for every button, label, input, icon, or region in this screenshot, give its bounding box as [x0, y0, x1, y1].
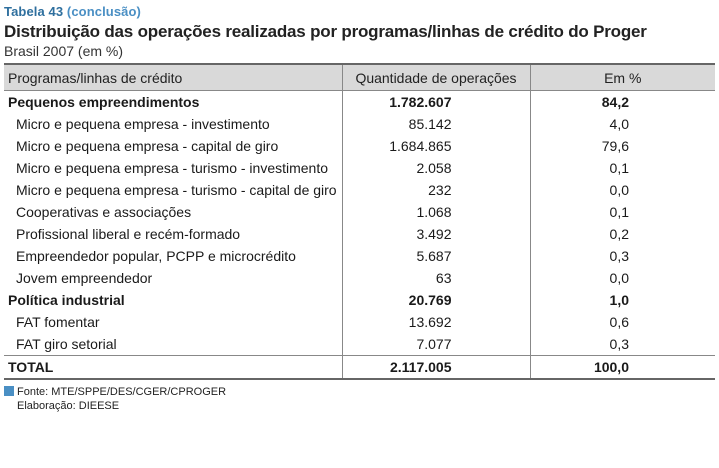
row-percent: 0,1: [609, 160, 629, 176]
row-label: Pequenos empreendimentos: [8, 94, 200, 110]
group-row: [4, 289, 715, 311]
source-note: [4, 385, 715, 399]
table-body: [4, 91, 715, 380]
row-quantity: 1.068: [342, 201, 530, 223]
row-label: Empreendedor popular, PCPP e microcrédito: [16, 248, 296, 264]
row-quantity: 1.684.865: [342, 135, 530, 157]
row-label: Micro e pequena empresa - capital de giro: [16, 138, 279, 154]
row-percent: 84,2: [601, 94, 629, 110]
column-header-program: Programas/linhas de crédito: [4, 64, 342, 91]
table-subtitle: Brasil 2007 (em %): [4, 43, 124, 59]
row-quantity: 2.117.005: [342, 356, 530, 380]
table-row: [4, 267, 715, 289]
row-label: Micro e pequena empresa - turismo - investimento: [16, 160, 329, 176]
row-label: Micro e pequena empresa - investimento: [16, 116, 270, 132]
column-header-percent: Em %: [530, 64, 715, 91]
source-marker-icon: [4, 386, 14, 396]
table-row: [4, 201, 715, 223]
table-number: [4, 4, 715, 20]
row-quantity: 13.692: [342, 311, 530, 333]
row-label: Política industrial: [8, 292, 125, 308]
row-quantity: 1.782.607: [342, 91, 530, 114]
header-row: [4, 64, 715, 91]
row-quantity: 2.058: [342, 157, 530, 179]
table-row: [4, 311, 715, 333]
row-label: Profissional liberal e recém-formado: [16, 226, 241, 242]
column-header-quantity: Quantidade de operações: [342, 64, 530, 91]
group-row: [4, 91, 715, 114]
table-row: [4, 333, 715, 356]
row-label: Cooperativas e associações: [16, 204, 192, 220]
row-quantity: 7.077: [342, 333, 530, 356]
elaboration-note: Elaboração: DIEESE: [17, 400, 120, 412]
table-row: [4, 179, 715, 201]
row-percent: 0,2: [609, 226, 629, 242]
row-percent: 0,3: [609, 336, 629, 352]
table-row: [4, 245, 715, 267]
table-row: [4, 223, 715, 245]
row-percent: 0,3: [609, 248, 629, 264]
row-percent: 4,0: [609, 116, 629, 132]
row-percent: 100,0: [530, 356, 715, 380]
row-label: TOTAL: [4, 356, 342, 380]
credit-lines-table: [4, 63, 715, 380]
table-label: Tabela 43: [4, 4, 64, 19]
row-quantity: 232: [342, 179, 530, 201]
row-percent: 0,1: [609, 204, 629, 220]
total-row: [4, 356, 715, 380]
table-document: [4, 4, 715, 413]
table-row: [4, 135, 715, 157]
row-quantity: 63: [342, 267, 530, 289]
table-notes: [4, 385, 715, 413]
row-quantity: 20.769: [342, 289, 530, 311]
row-percent: 0,0: [609, 182, 629, 198]
row-percent: 1,0: [609, 292, 629, 308]
row-label: Jovem empreendedor: [16, 270, 153, 286]
row-percent: 0,6: [609, 314, 629, 330]
row-quantity: 5.687: [342, 245, 530, 267]
table-title: Distribuição das operações realizadas por programas/linhas de crédito do Proger: [4, 22, 647, 41]
row-quantity: 85.142: [342, 113, 530, 135]
row-percent: 0,0: [609, 270, 629, 286]
row-label: Micro e pequena empresa - turismo - capital de giro: [16, 182, 337, 198]
table-continuation: (conclusão): [66, 4, 141, 19]
row-label: FAT fomentar: [16, 314, 100, 330]
table-row: [4, 113, 715, 135]
row-percent: 79,6: [601, 138, 629, 154]
row-label: FAT giro setorial: [16, 336, 117, 352]
row-quantity: 3.492: [342, 223, 530, 245]
source-text: Fonte: MTE/SPPE/DES/CGER/CPROGER: [17, 386, 227, 398]
table-row: [4, 157, 715, 179]
